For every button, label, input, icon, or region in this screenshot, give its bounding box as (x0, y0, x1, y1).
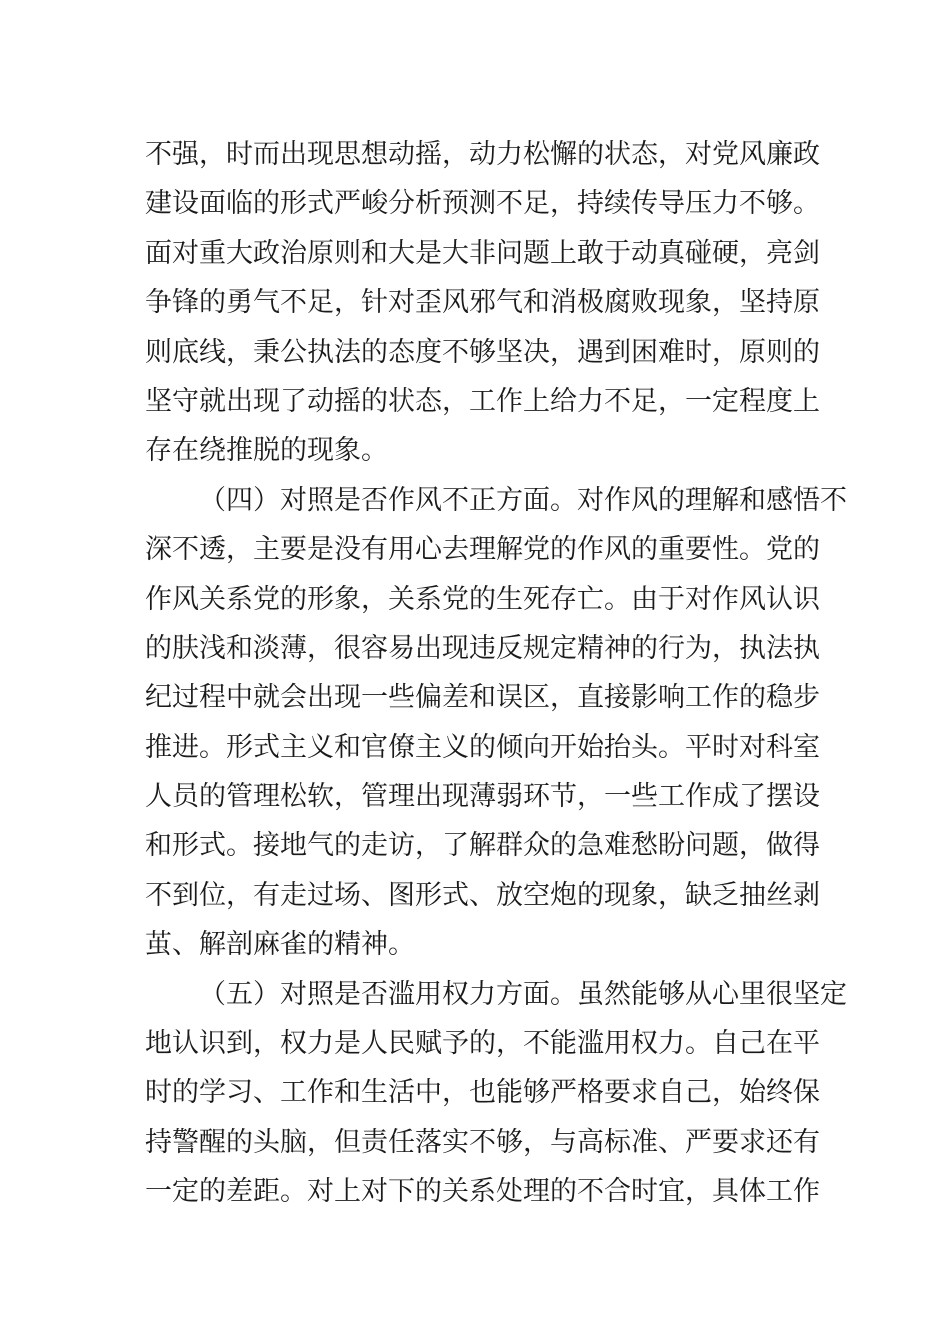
text-line: 人员的管理松软，管理出现薄弱环节，一些工作成了摆设 (145, 781, 820, 813)
paragraph-start-line: （四）对照是否作风不正方面。对作风的理解和感悟不 (199, 484, 847, 516)
text-line: 建设面临的形式严峻分析预测不足，持续传导压力不够。 (145, 188, 820, 220)
text-line: 则底线，秉公执法的态度不够坚决，遇到困难时，原则的 (145, 336, 820, 368)
text-line: 不强，时而出现思想动摇，动力松懈的状态，对党风廉政 (145, 139, 820, 170)
text-line: 持警醒的头脑，但责任落实不够，与高标准、严要求还有 (145, 1126, 820, 1158)
text-line: 地认识到，权力是人民赋予的，不能滥用权力。自己在平 (145, 1028, 820, 1060)
text-line: 存在绕推脱的现象。 (145, 435, 388, 467)
text-line: 的肤浅和淡薄，很容易出现违反规定精神的行为，执法执 (145, 632, 820, 664)
text-line: 茧、解剖麻雀的精神。 (145, 929, 415, 961)
text-line: 坚守就出现了动摇的状态，工作上给力不足，一定程度上 (145, 385, 820, 417)
text-line: 和形式。接地气的走访，了解群众的急难愁盼问题，做得 (145, 830, 820, 862)
text-line: 深不透，主要是没有用心去理解党的作风的重要性。党的 (145, 534, 820, 566)
text-line: 面对重大政治原则和大是大非问题上敢于动真碰硬，亮剑 (145, 237, 820, 269)
text-line: 一定的差距。对上对下的关系处理的不合时宜，具体工作 (145, 1176, 820, 1208)
body-text (145, 130, 847, 1217)
text-line: 作风关系党的形象，关系党的生死存亡。由于对作风认识 (145, 583, 820, 615)
text-line: 纪过程中就会出现一些偏差和误区，直接影响工作的稳步 (145, 682, 820, 714)
text-line: 时的学习、工作和生活中，也能够严格要求自己，始终保 (145, 1077, 820, 1109)
paragraph-start-line: （五）对照是否滥用权力方面。虽然能够从心里很坚定 (199, 978, 847, 1010)
text-line: 争锋的勇气不足，针对歪风邪气和消极腐败现象，坚持原 (145, 287, 820, 319)
text-line: 不到位，有走过场、图形式、放空炮的现象，缺乏抽丝剥 (145, 879, 820, 911)
text-line: 推进。形式主义和官僚主义的倾向开始抬头。平时对科室 (145, 731, 820, 763)
